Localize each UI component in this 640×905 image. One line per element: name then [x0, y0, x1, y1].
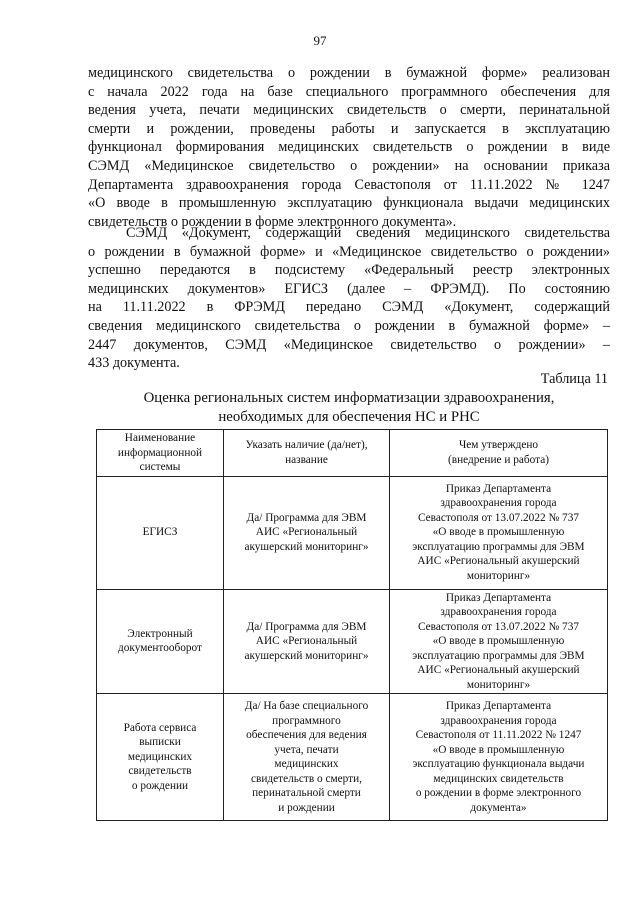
cell-line: Севастополя от 13.07.2022 № 737: [417, 511, 579, 524]
cell-line: Да/ Программа для ЭВМ: [246, 511, 367, 524]
table-title-line: необходимых для обеспечения НС и РНС: [218, 408, 480, 425]
cell-line: мониторинг»: [466, 678, 531, 691]
page-number: 97: [313, 33, 327, 48]
cell-line: о рождении: [131, 779, 189, 792]
paragraph-1: [88, 64, 610, 231]
cell-line: свидетельств о смерти,: [251, 772, 362, 785]
cell-line: Приказ Департамента: [445, 700, 552, 712]
header-presence: [224, 430, 390, 477]
paragraph-line: сведения медицинского свидетельства о рождении в бумажной форме» –: [88, 317, 610, 334]
paragraph-line: на 11.11.2022 в ФРЭМД передано СЭМД «Документ, содержащий: [88, 299, 610, 316]
table-title-line: Оценка региональных систем информатизации здравоохранения,: [143, 390, 555, 406]
paragraph-2: [88, 224, 610, 373]
cell-line: о рождении в форме электронного: [415, 787, 582, 799]
cell-system-name: [97, 694, 224, 821]
cell-approved-by: [390, 589, 608, 694]
cell-line: АИС «Региональный акушерский: [417, 555, 580, 568]
paragraph-line: медицинских документов» ЕГИСЗ (далее – ФРЭМД). По состоянию: [88, 280, 610, 297]
cell-line: свидетельств: [128, 765, 192, 778]
cell-line: мониторинг»: [466, 569, 531, 582]
cell-line: Наименование: [124, 432, 196, 444]
cell-line: ЕГИСЗ: [142, 526, 178, 539]
regional-systems-table: [96, 429, 608, 821]
cell-approved-by: [390, 694, 608, 821]
cell-line: учета, печати: [274, 743, 339, 756]
cell-line: Приказ Департамента: [445, 482, 552, 495]
cell-line: название: [285, 453, 328, 466]
paragraph-line: «О вводе в промышленную эксплуатацию функционала выдачи медицинских: [88, 195, 610, 212]
cell-line: документооборот: [118, 642, 202, 655]
cell-line: АИС «Региональный: [255, 635, 358, 647]
cell-line: Чем утверждено: [458, 439, 539, 452]
cell-line: системы: [139, 461, 181, 473]
cell-line: здравоохранения города: [440, 606, 557, 618]
cell-line: «О вводе в промышленную: [432, 635, 565, 647]
cell-line: АИС «Региональный: [255, 526, 358, 539]
paragraph-line: ведения учета, печати медицинских свидетельств о смерти, перинатальной: [88, 102, 610, 119]
table-header-row: [97, 430, 608, 477]
cell-presence: [224, 589, 390, 694]
cell-line: эксплуатацию программы для ЭВМ: [412, 540, 585, 553]
cell-line: информационной: [117, 446, 203, 459]
cell-line: Севастополя от 13.07.2022 № 737: [417, 620, 579, 633]
cell-line: акушерский мониторинг»: [244, 649, 369, 662]
paragraph-line: о рождении в бумажной форме» и «Медицинское свидетельство о рождении»: [88, 243, 610, 260]
paragraph-line: Департамента здравоохранения города Севастополя от 11.11.2022 № 1247: [88, 176, 610, 193]
header-system-name: [97, 430, 224, 477]
table-title: [88, 389, 610, 426]
cell-line: Да/ Программа для ЭВМ: [246, 620, 367, 633]
paragraph-line: с начала 2022 года на базе специального программного обеспечения для: [88, 83, 610, 100]
paragraph-line: СЭМД «Медицинское свидетельство о рождении» на основании приказа: [88, 157, 610, 174]
paragraph-line: 433 документа.: [88, 355, 180, 372]
cell-line: и рождении: [278, 801, 335, 814]
cell-line: здравоохранения города: [440, 714, 557, 727]
cell-line: Приказ Департамента: [445, 591, 552, 604]
cell-line: эксплуатацию программы для ЭВМ: [412, 649, 585, 662]
cell-line: документа»: [470, 801, 527, 814]
cell-line: АИС «Региональный акушерский: [417, 664, 580, 676]
cell-line: медицинских: [127, 750, 193, 763]
cell-line: программного: [272, 714, 341, 727]
table-row: [97, 694, 608, 821]
cell-line: Да/ На базе специального: [244, 700, 369, 712]
cell-presence: [224, 694, 390, 821]
paragraph-line: смерти и рождении, проведены работы и запускается в эксплуатацию: [88, 120, 610, 137]
cell-system-name: [97, 589, 224, 694]
cell-line: медицинских свидетельств: [433, 772, 564, 785]
cell-line: перинатальной смерти: [252, 787, 361, 799]
paragraph-line: функционал формирования медицинских свидетельств о рождении в виде: [88, 139, 610, 156]
table-label: Таблица 11: [540, 371, 608, 387]
cell-line: «О вводе в промышленную: [432, 526, 565, 539]
cell-line: Электронный: [127, 627, 193, 640]
cell-line: эксплуатацию функционала выдачи: [412, 758, 585, 770]
cell-line: здравоохранения города: [440, 497, 557, 510]
cell-presence: [224, 476, 390, 589]
cell-system-name: [97, 476, 224, 589]
table-row: [97, 589, 608, 694]
paragraph-line: медицинского свидетельства о рождении в бумажной форме» реализован: [88, 65, 610, 81]
cell-line: (внедрение и работа): [448, 453, 549, 466]
cell-line: выписки: [139, 736, 181, 749]
cell-line: обеспечения для ведения: [246, 729, 367, 741]
table-row: [97, 476, 608, 589]
paragraph-line: свидетельств о рождении в форме электронного документа».: [88, 213, 457, 230]
cell-line: Работа сервиса: [123, 721, 197, 734]
cell-line: «О вводе в промышленную: [432, 743, 565, 756]
cell-line: медицинских: [274, 758, 339, 770]
cell-line: Указать наличие (да/нет),: [245, 439, 368, 452]
cell-line: акушерский мониторинг»: [244, 540, 369, 553]
header-approved-by: [390, 430, 608, 477]
paragraph-line: успешно передаются в подсистему «Федеральный реестр электронных: [88, 262, 610, 279]
cell-approved-by: [390, 476, 608, 589]
paragraph-line: СЭМД «Документ, содержащий сведения медицинского свидетельства: [126, 225, 610, 241]
paragraph-line: 2447 документов, СЭМД «Медицинское свидетельство о рождении» –: [88, 336, 610, 353]
cell-line: Севастополя от 11.11.2022 № 1247: [415, 729, 582, 741]
